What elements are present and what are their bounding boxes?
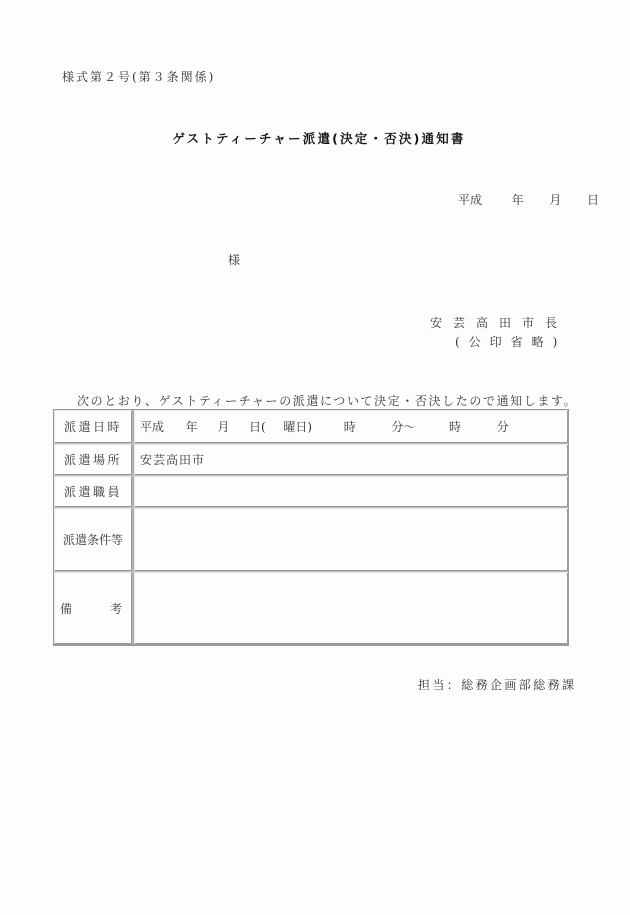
date-year: 年 (511, 193, 524, 207)
row-label-remarks (54, 572, 134, 644)
staff-value[interactable] (134, 476, 568, 508)
table-row (54, 410, 568, 444)
seal-note: (公印省略) (455, 335, 567, 349)
datetime-start-hour: 時 (343, 420, 356, 434)
datetime-era: 平成 (140, 420, 165, 434)
datetime-year: 年 (185, 420, 198, 434)
datetime-end-hour: 時 (449, 420, 462, 434)
recipient-honorific: 様 (228, 253, 241, 267)
dispatch-details-table (53, 409, 569, 646)
location-value[interactable]: 安芸高田市 (134, 444, 568, 476)
datetime-day: 日( (249, 420, 266, 434)
row-label-datetime: 派遣日時 (54, 410, 134, 444)
row-label-staff: 派遣職員 (54, 476, 134, 508)
document-title: ゲストティーチャー派遣(決定・否決)通知書 (172, 131, 466, 146)
remarks-value[interactable] (134, 572, 568, 644)
table-row (54, 476, 568, 508)
issuer-name: 安芸高田市長 (430, 316, 569, 330)
date-line (458, 191, 599, 208)
datetime-value[interactable] (134, 410, 568, 444)
date-day: 日 (587, 193, 600, 207)
row-label-conditions: 派遣条件等 (54, 508, 134, 572)
table-row (54, 508, 568, 572)
table-row (54, 444, 568, 476)
datetime-start-minute: 分～ (391, 420, 416, 434)
datetime-month: 月 (217, 420, 230, 434)
row-label-location: 派遣場所 (54, 444, 134, 476)
intro-text: 次のとおり、ゲストティーチャーの派遣について決定・否決したので通知します。 (77, 394, 578, 408)
conditions-value[interactable] (134, 508, 568, 572)
date-era: 平成 (458, 193, 483, 207)
contact-department: 担当：総務企画部総務課 (418, 678, 577, 692)
table-row (54, 572, 568, 644)
date-month: 月 (549, 193, 562, 207)
datetime-weekday: 曜日) (283, 420, 313, 434)
remarks-label-right: 考 (110, 601, 123, 616)
remarks-label-left: 備 (60, 601, 73, 616)
datetime-end-minute: 分 (496, 420, 509, 434)
form-number: 様式第２号(第３条関係) (62, 70, 216, 84)
